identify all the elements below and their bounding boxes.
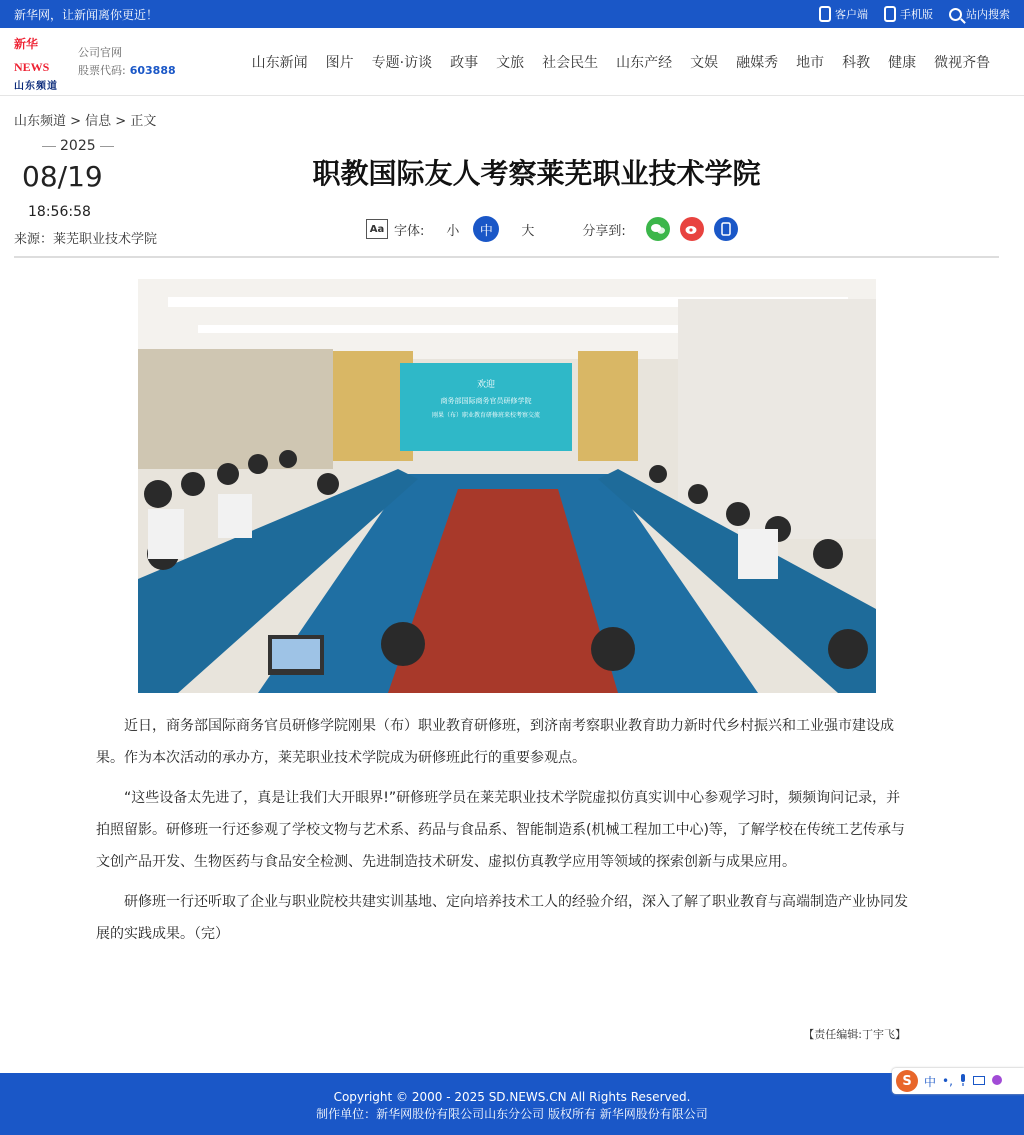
font-small-button[interactable]: 小 xyxy=(446,223,460,239)
ime-language[interactable]: 中 xyxy=(924,1074,937,1089)
nav-item[interactable]: 政事 xyxy=(450,54,479,71)
nav-item[interactable]: 社会民生 xyxy=(542,54,599,71)
screen-welcome: 欢迎 xyxy=(476,380,496,390)
site-search-link[interactable]: 站内搜索 xyxy=(949,6,1010,22)
copyright: Copyright © 2000 - 2025 SD.NEWS.CN All Rights Reserved. xyxy=(333,1090,691,1104)
mobile-link[interactable]: 手机版 xyxy=(884,6,933,22)
mobile-share-icon[interactable] xyxy=(714,217,738,241)
article-paragraph: 研修班一行还听取了企业与职业院校共建实训基地、定向培养技术工人的经验介绍，深入了解了职业教育与高端制造产业协同发展的实践成果。（完） xyxy=(96,894,908,942)
mobile-icon xyxy=(884,6,896,22)
microphone-icon[interactable] xyxy=(959,1074,967,1089)
phone-icon xyxy=(819,6,831,22)
wechat-share-icon[interactable] xyxy=(646,217,670,241)
header xyxy=(0,28,1024,96)
footer xyxy=(0,1073,1024,1135)
nav-item[interactable]: 文旅 xyxy=(496,54,525,71)
nav-item[interactable]: 图片 xyxy=(325,54,354,71)
keyboard-icon[interactable] xyxy=(973,1074,985,1088)
logo-sub: 山东频道 xyxy=(14,81,58,92)
nav-item[interactable]: 文娱 xyxy=(690,54,719,71)
breadcrumb[interactable]: 山东频道 > 信息 > 正文 xyxy=(14,114,157,129)
article-meta xyxy=(14,134,999,258)
nav-item[interactable]: 融媒秀 xyxy=(736,54,779,71)
screen-line1: 商务部国际商务官员研修学院 xyxy=(440,397,532,405)
nav-item[interactable]: 山东新闻 xyxy=(251,54,308,71)
meeting-room-image xyxy=(138,279,876,693)
article-tools xyxy=(366,216,738,242)
page-title: 职教国际友人考察莱芜职业技术学院 xyxy=(312,157,761,190)
corp-info xyxy=(78,44,176,80)
sogou-logo-icon: S xyxy=(896,1070,918,1092)
logo-news: NEWS xyxy=(14,60,50,74)
font-medium-button[interactable]: 中 xyxy=(473,216,499,242)
responsible-editor: 【责任编辑:丁宇飞】 xyxy=(803,1028,906,1041)
nav-item[interactable]: 科教 xyxy=(842,54,871,71)
producer-info: 制作单位：新华网股份有限公司山东分公司 版权所有 新华网股份有限公司 xyxy=(316,1107,708,1121)
article-photo xyxy=(138,279,876,693)
nav-item[interactable]: 健康 xyxy=(888,54,917,71)
search-icon xyxy=(949,8,962,21)
font-label: 字体: xyxy=(394,223,425,239)
client-link[interactable]: 客户端 xyxy=(819,6,868,22)
corp-link[interactable]: 公司官网 xyxy=(78,45,122,59)
ime-toolbar[interactable] xyxy=(892,1068,1024,1094)
weibo-share-icon[interactable] xyxy=(680,217,704,241)
site-logo[interactable] xyxy=(14,37,72,92)
font-large-button[interactable]: 大 xyxy=(521,223,535,239)
article-paragraph: “这些设备太先进了，真是让我们大开眼界!”研修班学员在莱芜职业技术学院虚拟仿真实训中心参观学习时，频频询问记录，并拍照留影。研修班一行还参观了学校文物与艺术系、药品与食品系、智能制造系(机械工程加工中心)等，了解学校在传统工艺传承与文创产品开发、生物医药与食品安全检测、先进制造技术研发、虚拟仿真教学应用等领域的探索创新与成果应用。 xyxy=(96,790,905,870)
logo-text: 新华 xyxy=(14,37,39,51)
nav-item[interactable]: 专题·访谈 xyxy=(371,54,433,71)
article-body xyxy=(96,710,910,958)
ime-punct-icon[interactable]: •, xyxy=(942,1074,953,1088)
nav-item[interactable]: 山东产经 xyxy=(616,54,673,71)
nav-item[interactable]: 地市 xyxy=(796,54,825,71)
article-paragraph: 近日，商务部国际商务官员研修学院刚果（布）职业教育研修班，到济南考察职业教育助力新时代乡村振兴和工业强市建设成果。作为本次活动的承办方，莱芜职业技术学院成为研修班此行的重要参观点。 xyxy=(96,718,894,766)
top-links xyxy=(819,6,1010,22)
stock-label: 股票代码: xyxy=(78,63,126,77)
slogan: 新华网，让新闻离你更近！ xyxy=(14,7,159,22)
share-label: 分享到: xyxy=(582,223,626,239)
publish-year: 2025 xyxy=(38,138,118,154)
publish-date: 08/19 xyxy=(22,160,103,193)
nav-item[interactable]: 微视齐鲁 xyxy=(934,54,991,71)
skin-icon[interactable] xyxy=(991,1074,1003,1089)
main-nav xyxy=(252,52,990,72)
article-source: 来源：莱芜职业技术学院 xyxy=(14,232,158,247)
screen-line2: 刚果（布）职业教育研修班来校考察交流 xyxy=(431,412,541,419)
top-bar xyxy=(0,0,1024,28)
stock-code: 603888 xyxy=(129,63,176,77)
font-size-icon: Aa xyxy=(366,219,388,239)
publish-time: 18:56:58 xyxy=(28,204,91,220)
